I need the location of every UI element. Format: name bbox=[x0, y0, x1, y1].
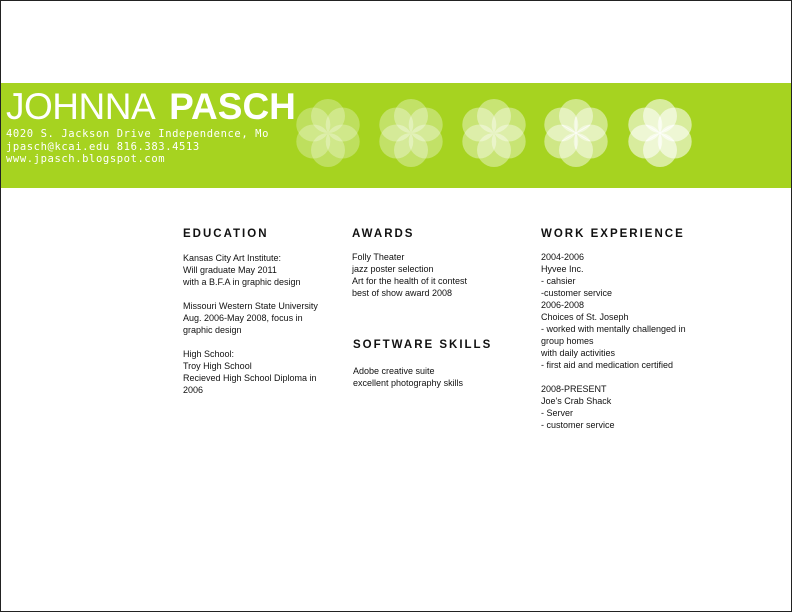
work-experience-line: Choices of St. Joseph bbox=[541, 312, 629, 322]
last-name: PASCH bbox=[169, 86, 296, 127]
first-name: JOHNNA bbox=[6, 86, 156, 127]
flower-icon bbox=[628, 99, 691, 167]
work-experience-line: - cahsier bbox=[541, 276, 576, 286]
education-line: 2006 bbox=[183, 385, 204, 395]
education-content bbox=[183, 252, 318, 396]
flower-petal bbox=[492, 125, 526, 159]
flower-petal bbox=[326, 125, 360, 159]
education-line: Aug. 2006-May 2008, focus in bbox=[183, 313, 303, 323]
contact-info bbox=[6, 128, 269, 166]
flower-icon bbox=[379, 99, 442, 167]
work-experience-line: Joe's Crab Shack bbox=[541, 396, 612, 406]
work-experience-line: with daily activities bbox=[541, 348, 616, 358]
education-line: Recieved High School Diploma in bbox=[183, 373, 317, 383]
education-line: Troy High School bbox=[183, 361, 252, 371]
awards-title: AWARDS bbox=[352, 228, 415, 240]
work-experience-line: - worked with mentally challenged in bbox=[541, 324, 686, 334]
header-banner bbox=[1, 83, 791, 188]
work-experience-line: 2008-PRESENT bbox=[541, 384, 607, 394]
work-experience-line: - customer service bbox=[541, 420, 615, 430]
awards-line: Folly Theater bbox=[352, 252, 405, 262]
spacer bbox=[183, 336, 318, 348]
flower-icon bbox=[296, 99, 359, 167]
email-phone: jpasch@kcai.edu 816.383.4513 bbox=[6, 140, 200, 153]
website-link[interactable]: www.jpasch.blogspot.com bbox=[6, 153, 166, 165]
work-experience-line: -customer service bbox=[541, 288, 613, 298]
education-line: Kansas City Art Institute: bbox=[183, 253, 282, 263]
education-line: Missouri Western State University bbox=[183, 301, 318, 311]
software-skills-line: excellent photography skills bbox=[353, 378, 464, 388]
awards-line: best of show award 2008 bbox=[352, 288, 453, 298]
awards-content bbox=[352, 251, 467, 299]
education-title: EDUCATION bbox=[183, 228, 269, 240]
education-line: with a B.F.A in graphic design bbox=[183, 277, 301, 287]
education-line: graphic design bbox=[183, 325, 242, 335]
address: 4020 S. Jackson Drive Independence, Mo bbox=[6, 128, 270, 140]
software-skills-line: Adobe creative suite bbox=[353, 366, 435, 376]
software-skills-content bbox=[353, 365, 463, 389]
work-experience-content bbox=[541, 251, 686, 431]
flower-petal bbox=[658, 125, 692, 159]
work-experience-title: WORK EXPERIENCE bbox=[541, 228, 685, 240]
flower-icon bbox=[544, 99, 607, 167]
spacer bbox=[541, 371, 686, 383]
applicant-name bbox=[6, 87, 296, 127]
software-skills-title: SOFTWARE SKILLS bbox=[353, 339, 493, 351]
work-experience-line: 2006-2008 bbox=[541, 300, 585, 310]
work-experience-line: Hyvee Inc. bbox=[541, 264, 584, 274]
education-line: Will graduate May 2011 bbox=[183, 265, 277, 275]
flower-petal bbox=[574, 125, 608, 159]
flower-petal bbox=[409, 125, 443, 159]
spacer bbox=[183, 288, 318, 300]
flower-icon bbox=[462, 99, 525, 167]
awards-line: Art for the health of it contest bbox=[352, 276, 468, 286]
work-experience-line: - first aid and medication certified bbox=[541, 360, 674, 370]
awards-line: jazz poster selection bbox=[352, 264, 434, 274]
work-experience-line: 2004-2006 bbox=[541, 252, 585, 262]
work-experience-line: group homes bbox=[541, 336, 594, 346]
work-experience-line: - Server bbox=[541, 408, 574, 418]
flower-decoration bbox=[287, 83, 707, 188]
education-line: High School: bbox=[183, 349, 235, 359]
